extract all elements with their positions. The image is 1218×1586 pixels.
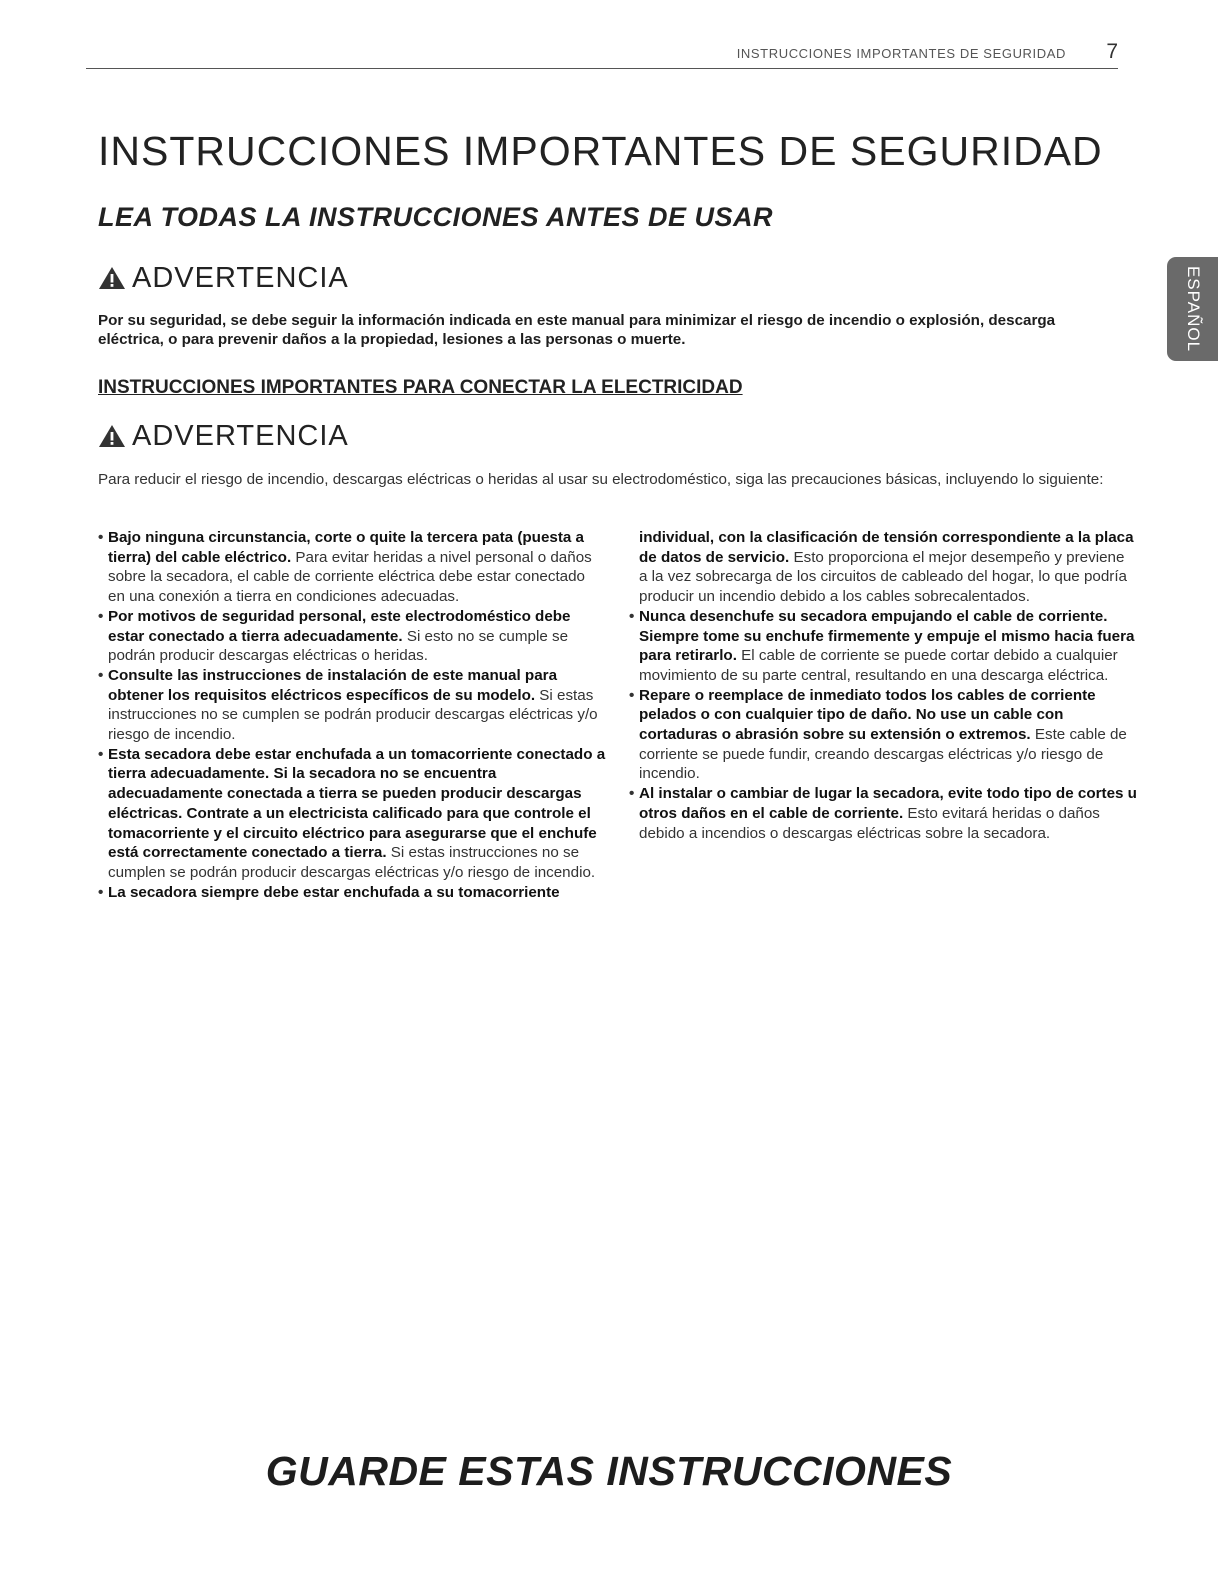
running-header-title: INSTRUCCIONES IMPORTANTES DE SEGURIDAD: [736, 46, 1066, 61]
running-header: [86, 42, 1118, 69]
warning-triangle-icon: [98, 266, 126, 290]
language-tab: [1167, 257, 1218, 361]
list-item: [96, 528, 606, 607]
list-item-text: Para evitar heridas a nivel personal o daños sobre la secadora, el cable de corriente eléctrica debe estar conectado en una conexión a tierra en condiciones adecuadas.: [108, 548, 592, 606]
bullet-glyph: •: [98, 745, 104, 763]
list-item-bold: Bajo ninguna circunstancia, corte o quite la tercera pata (puesta a tierra) del cable eléctrico.: [108, 529, 585, 566]
warning-heading-2: [98, 418, 349, 454]
precautions-left-column: [96, 528, 606, 902]
list-item-bold: La secadora siempre debe estar enchufada a su tomacorriente: [108, 883, 560, 901]
list-item-text: Este cable de corriente se puede fundir, creando descargas eléctricas y/o riesgo de incendio.: [639, 726, 1127, 783]
page-subtitle: LEA TODAS LA INSTRUCCIONES ANTES DE USAR: [98, 202, 774, 232]
list-item-text: Si esto no se cumple se podrán producir descargas eléctricas o heridas.: [108, 627, 569, 665]
language-tab-label: ESPAÑOL: [1183, 265, 1203, 353]
list-item-bold: Consulte las instrucciones de instalación de este manual para obtener los requisitos eléctricos específicos de su modelo.: [108, 666, 558, 704]
warning-triangle-icon: [98, 424, 126, 448]
list-item: [96, 666, 606, 745]
list-item: [627, 686, 1137, 785]
section-intro: Para reducir el riesgo de incendio, descargas eléctricas o heridas al usar su electrodoméstico, siga las precauciones básicas, incluyendo lo siguiente:: [98, 471, 1104, 488]
list-item-continuation: [627, 528, 1137, 607]
list-item-text: Si estas instrucciones no se cumplen se podrán producir descargas eléctricas y/o riesgo de incendio.: [108, 844, 596, 881]
list-item-bold: Repare o reemplace de inmediato todos los cables de corriente pelados o con cualquier tipo de daño. No use un cable con cortaduras o abrasión sobre su extensión o extremos.: [639, 686, 1096, 744]
list-item-text: Si estas instrucciones no se cumplen se podrán producir descargas eléctricas y/o riesgo de incendio.: [108, 686, 598, 744]
list-item-bold: Por motivos de seguridad personal, este electrodoméstico debe estar conectado a tierra adecuadamente.: [108, 607, 571, 645]
list-item-bold: Nunca desenchufe su secadora empujando el cable de corriente. Siempre tome su enchufe firmemente y empuje el mismo hacia fuera para retirarlo.: [639, 607, 1135, 665]
bullet-glyph: •: [98, 883, 104, 901]
list-item: [627, 607, 1137, 686]
bullet-glyph: •: [629, 785, 635, 803]
warning-text-1: Por su seguridad, se debe seguir la información indicada en este manual para minimizar el riesgo de incendio o explosión, descarga eléctrica, o para prevenir daños a la propiedad, lesiones a las personas o muerte.: [98, 312, 1056, 348]
list-item-text: Esto evitará heridas o daños debido a incendios o descargas eléctricas sobre la secadora.: [639, 804, 1100, 842]
list-item-text: Esto proporciona el mejor desempeño y previene a la vez sobrecarga de los circuitos de cableado del hogar, lo que podría producir un incendio debido a los cables sobrecalentados.: [639, 548, 1128, 606]
section-heading: INSTRUCCIONES IMPORTANTES PARA CONECTAR LA ELECTRICIDAD: [98, 377, 743, 398]
list-item: [96, 745, 606, 883]
page-number: 7: [1106, 40, 1118, 63]
list-item-text: El cable de corriente se puede cortar debido a cualquier movimiento de su parte central, resultando en una descarga eléctrica.: [639, 647, 1118, 684]
warning-heading-1: [98, 260, 349, 296]
list-item-bold: individual, con la clasificación de tensión correspondiente a la placa de datos de servicio.: [639, 529, 1134, 566]
list-item: [96, 607, 606, 666]
warning-label-2: ADVERTENCIA: [132, 419, 349, 452]
bullet-glyph: •: [629, 607, 635, 625]
bullet-glyph: •: [98, 607, 104, 625]
list-item-bold: Esta secadora debe estar enchufada a un tomacorriente conectado a tierra adecuadamente. Si la secadora no se encuentra adecuadamente conectada a tierra se pueden producir descargas eléctricas. Contrate a un electricista calificado para que controle el tomacorriente y el circuito eléctrico para asegurarse que el enchufe está correctamente conectado a tierra.: [108, 745, 606, 862]
bullet-glyph: •: [98, 529, 104, 546]
list-item: [627, 784, 1137, 843]
list-item-bold: Al instalar o cambiar de lugar la secadora, evite todo tipo de cortes u otros daños en el cable de corriente.: [639, 785, 1137, 822]
precautions-right-column: [627, 528, 1137, 843]
warning-label-1: ADVERTENCIA: [132, 261, 349, 294]
list-item: [96, 883, 606, 903]
bullet-glyph: •: [629, 686, 635, 704]
footer-title: GUARDE ESTAS INSTRUCCIONES: [265, 1448, 953, 1494]
page-title: INSTRUCCIONES IMPORTANTES DE SEGURIDAD: [98, 128, 1103, 174]
bullet-glyph: •: [98, 666, 104, 684]
